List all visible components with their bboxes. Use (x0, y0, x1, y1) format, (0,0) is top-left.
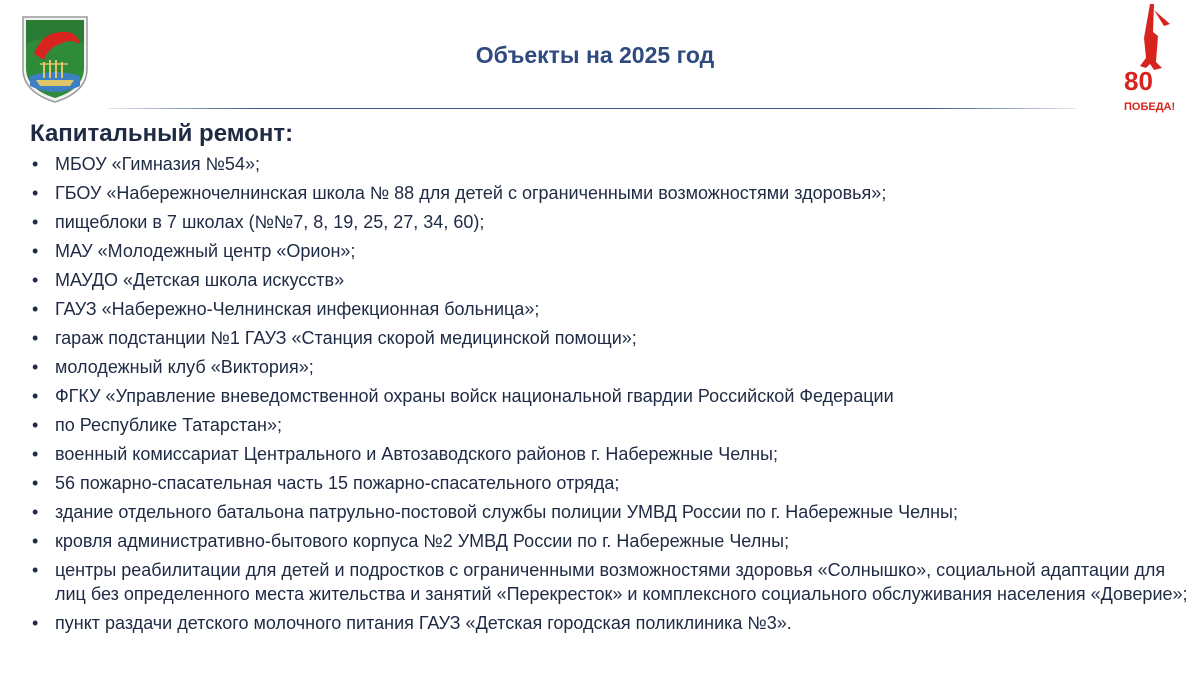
list-item: • 56 пожарно-спасательная часть 15 пожарно-спасательного отряда; (30, 471, 1190, 495)
victory-emblem-logo (1120, 2, 1186, 116)
title-divider (108, 108, 1076, 109)
list-item: • МАУДО «Детская школа искусств» (30, 268, 1190, 292)
emblem-caption: ПОБЕДА! (1124, 101, 1176, 113)
list-item: • ГАУЗ «Набережно-Челнинская инфекционная больница»; (30, 297, 1190, 321)
list-item: • военный комиссариат Центрального и Автозаводского районов г. Набережные Челны; (30, 442, 1190, 466)
list-item: • по Республике Татарстан»; (30, 413, 1190, 437)
list-item: • ФГКУ «Управление вневедомственной охраны войск национальной гвардии Российской Федерации (30, 384, 1190, 408)
emblem-number: 80 (1124, 66, 1153, 96)
objects-list (30, 152, 1190, 640)
list-item: • ГБОУ «Набережночелнинская школа № 88 для детей с ограниченными возможностями здоровья»; (30, 181, 1190, 205)
list-item: • МБОУ «Гимназия №54»; (30, 152, 1190, 176)
list-item: • центры реабилитации для детей и подростков с ограниченными возможностями здоровья «Солнышко», социальной адаптации для лиц без определенного места жительства и занятий «Перекресток» и комплексного социального обслуживания населения «Доверие»; (30, 558, 1190, 606)
list-item: • молодежный клуб «Виктория»; (30, 355, 1190, 379)
naberezhnye-chelny-coat-of-arms-icon (20, 14, 90, 104)
page-title: Объекты на 2025 год (475, 42, 715, 68)
list-item: • гараж подстанции №1 ГАУЗ «Станция скорой медицинской помощи»; (30, 326, 1190, 350)
list-item: • пищеблоки в 7 школах (№№7, 8, 19, 25, 27, 34, 60); (30, 210, 1190, 234)
list-item: • здание отдельного батальона патрульно-постовой службы полиции УМВД России по г. Набережные Челны; (30, 500, 1190, 524)
list-item: • МАУ «Молодежный центр «Орион»; (30, 239, 1190, 263)
coat-of-arms-logo (20, 14, 90, 104)
list-item: • кровля административно-бытового корпуса №2 УМВД России по г. Набережные Челны; (30, 529, 1190, 553)
list-item: • пункт раздачи детского молочного питания ГАУЗ «Детская городская поликлиника №3». (30, 611, 1190, 635)
section-heading: Капитальный ремонт: (30, 120, 294, 147)
victory-80-emblem-icon (1120, 2, 1186, 116)
